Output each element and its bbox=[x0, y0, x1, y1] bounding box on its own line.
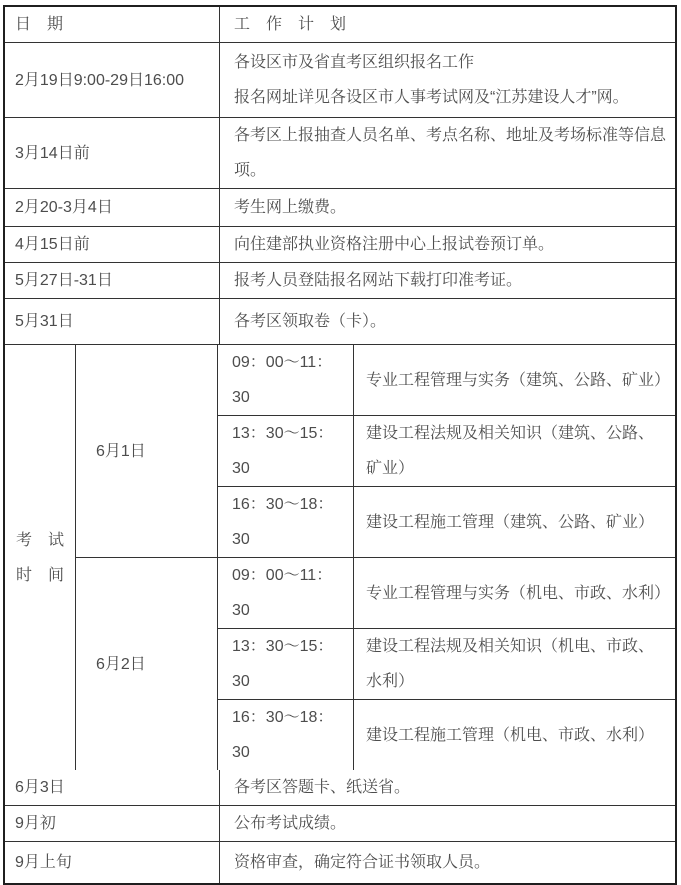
exam-time-section bbox=[5, 344, 675, 770]
plan-cell bbox=[220, 770, 675, 805]
date-text: 2月20-3月4日 bbox=[15, 199, 113, 216]
exam-slot-row bbox=[218, 699, 675, 770]
slot-subject-cell bbox=[354, 345, 675, 415]
slot-time-cell bbox=[218, 700, 354, 770]
plan-cell bbox=[220, 806, 675, 841]
table-row bbox=[5, 117, 675, 188]
table-row bbox=[5, 42, 675, 117]
slot-subject-cell bbox=[354, 629, 675, 699]
exam-time-label-line: 时 间 bbox=[15, 566, 64, 584]
table-row bbox=[5, 226, 675, 262]
slot-time-line: 30 bbox=[232, 602, 250, 619]
slot-subject-text: 建设工程施工管理（机电、市政、水利） bbox=[366, 726, 655, 744]
date-cell bbox=[5, 227, 220, 262]
table-row bbox=[5, 262, 675, 298]
date-text: 5月31日 bbox=[15, 313, 74, 330]
slot-subject-text: 建设工程法规及相关知识（机电、市政、水利） bbox=[366, 638, 655, 690]
date-text: 3月14日前 bbox=[15, 144, 90, 162]
exam-slot-row bbox=[218, 486, 675, 557]
slot-subject-cell bbox=[354, 558, 675, 628]
plan-cell bbox=[220, 842, 675, 883]
plan-line: 各考区答题卡、纸送省。 bbox=[234, 779, 411, 796]
date-cell bbox=[5, 806, 220, 841]
header-date-label: 日 期 bbox=[15, 16, 64, 33]
table-row bbox=[5, 770, 675, 805]
date-cell bbox=[5, 118, 220, 188]
plan-cell bbox=[220, 263, 675, 298]
date-text: 6月3日 bbox=[15, 779, 65, 796]
slot-time-line: 30 bbox=[232, 389, 250, 406]
exam-slot-row bbox=[218, 415, 675, 486]
slot-time-line: 16：30～18： bbox=[232, 496, 334, 513]
header-plan-cell bbox=[220, 7, 675, 42]
date-cell bbox=[5, 43, 220, 117]
exam-day-group bbox=[76, 557, 675, 770]
date-text: 2月19日9:00-29日16:00 bbox=[15, 71, 185, 89]
slot-subject-text: 专业工程管理与实务（建筑、公路、矿业） bbox=[366, 371, 671, 389]
schedule-table bbox=[3, 5, 677, 885]
plan-cell bbox=[220, 299, 675, 344]
day-date-cell bbox=[76, 345, 218, 557]
slot-subject-cell bbox=[354, 700, 675, 770]
slot-time-line: 13：30～15： bbox=[232, 425, 334, 442]
plan-line: 向住建部执业资格注册中心上报试卷预订单。 bbox=[234, 236, 555, 253]
table-row bbox=[5, 298, 675, 344]
header-date-cell bbox=[5, 7, 220, 42]
exam-slot-row bbox=[218, 628, 675, 699]
table-header-row bbox=[5, 7, 675, 42]
table-row bbox=[5, 841, 675, 883]
plan-cell bbox=[220, 227, 675, 262]
slot-time-line: 09：00～11： bbox=[232, 354, 333, 371]
exam-time-label-line: 考 试 bbox=[15, 531, 64, 549]
date-cell bbox=[5, 299, 220, 344]
exam-time-label-cell bbox=[5, 345, 76, 770]
plan-cell bbox=[220, 189, 675, 226]
date-text: 9月上旬 bbox=[15, 854, 72, 871]
slot-time-line: 30 bbox=[232, 531, 250, 548]
date-cell bbox=[5, 189, 220, 226]
exam-slot-row bbox=[218, 345, 675, 415]
slot-time-line: 13：30～15： bbox=[232, 638, 334, 655]
day-date-text: 6月1日 bbox=[96, 442, 146, 460]
slot-time-cell bbox=[218, 345, 354, 415]
date-text: 9月初 bbox=[15, 815, 56, 832]
plan-line: 考生网上缴费。 bbox=[234, 199, 347, 216]
slot-time-line: 30 bbox=[232, 460, 250, 477]
slot-subject-text: 专业工程管理与实务（机电、市政、水利） bbox=[366, 584, 671, 602]
day-date-cell bbox=[76, 558, 218, 770]
plan-cell bbox=[220, 118, 675, 188]
slot-time-line: 30 bbox=[232, 673, 250, 690]
date-cell bbox=[5, 263, 220, 298]
header-plan-label: 工 作 计 划 bbox=[234, 16, 347, 33]
date-cell bbox=[5, 842, 220, 883]
exam-slot-row bbox=[218, 558, 675, 628]
date-text: 5月27日-31日 bbox=[15, 272, 113, 289]
date-cell bbox=[5, 770, 220, 805]
slot-time-line: 16：30～18： bbox=[232, 709, 334, 726]
slot-time-line: 09：00～11： bbox=[232, 567, 333, 584]
plan-line: 公布考试成绩。 bbox=[234, 815, 347, 832]
date-text: 4月15日前 bbox=[15, 236, 90, 253]
day-slots bbox=[218, 558, 675, 770]
plan-line: 报考人员登陆报名网站下载打印准考证。 bbox=[234, 272, 523, 289]
day-slots bbox=[218, 345, 675, 557]
slot-time-line: 30 bbox=[232, 744, 250, 761]
plan-line: 各考区领取卷（卡）。 bbox=[234, 313, 387, 330]
plan-line: 资格审查，确定符合证书领取人员。 bbox=[234, 854, 491, 871]
plan-line: 各考区上报抽查人员名单、考点名称、地址及考场标准等信息项。 bbox=[234, 127, 667, 179]
slot-time-cell bbox=[218, 629, 354, 699]
plan-line: 报名网址详见各设区市人事考试网及“江苏建设人才”网。 bbox=[234, 89, 629, 106]
slot-subject-cell bbox=[354, 487, 675, 557]
slot-time-cell bbox=[218, 416, 354, 486]
day-date-text: 6月2日 bbox=[96, 655, 146, 673]
slot-time-cell bbox=[218, 487, 354, 557]
slot-subject-text: 建设工程法规及相关知识（建筑、公路、矿业） bbox=[366, 425, 655, 477]
table-row bbox=[5, 188, 675, 226]
exam-day-group bbox=[76, 345, 675, 557]
slot-subject-text: 建设工程施工管理（建筑、公路、矿业） bbox=[366, 513, 655, 531]
slot-subject-cell bbox=[354, 416, 675, 486]
plan-cell bbox=[220, 43, 675, 117]
table-row bbox=[5, 805, 675, 841]
slot-time-cell bbox=[218, 558, 354, 628]
exam-days bbox=[76, 345, 675, 770]
plan-line: 各设区市及省直考区组织报名工作 bbox=[234, 54, 475, 71]
